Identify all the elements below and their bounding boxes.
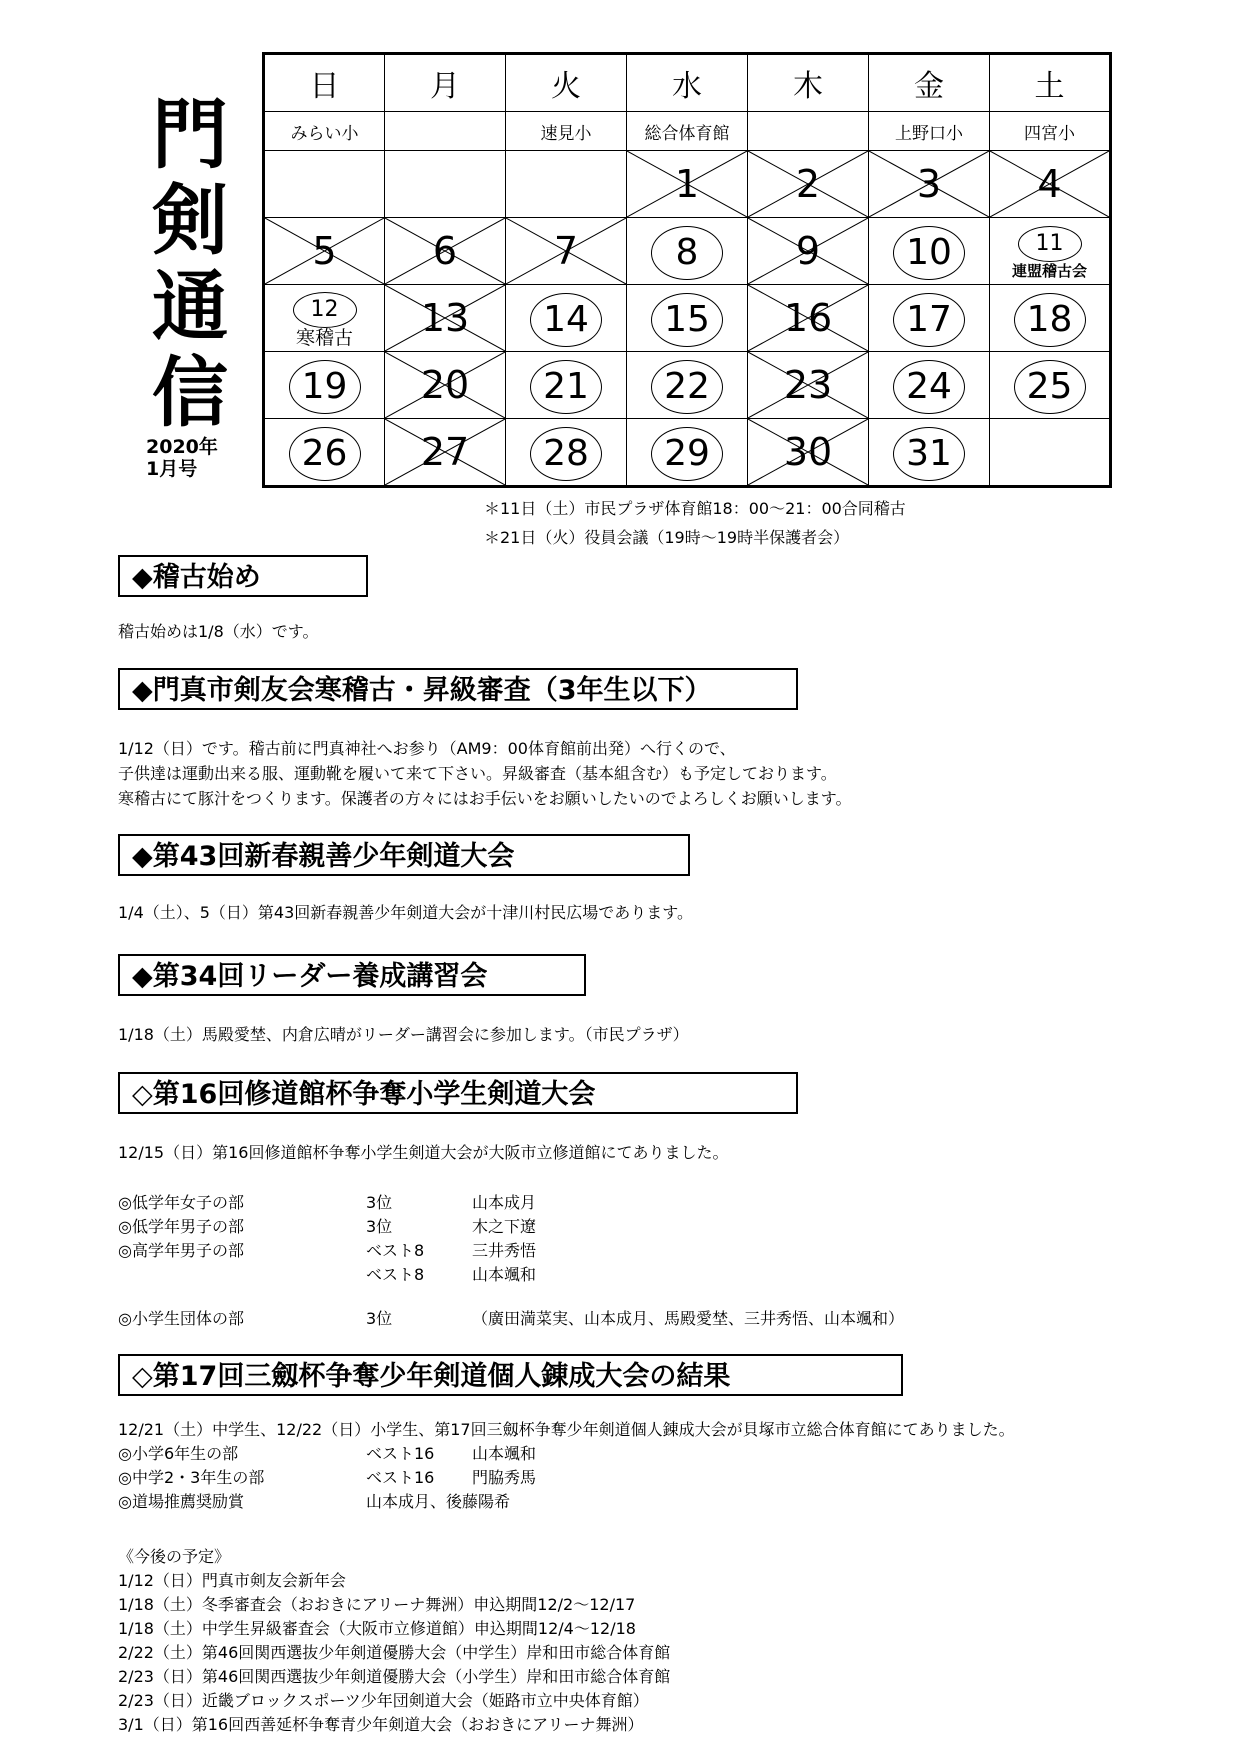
day-number: 31: [893, 427, 965, 481]
day-event-label: 寒稽古: [295, 327, 353, 349]
calendar-week: [264, 151, 1111, 218]
result-rank: ベスト8: [366, 1241, 425, 1260]
result-row: [118, 1466, 1015, 1490]
day-number: 7: [553, 229, 579, 273]
body-line: 1/12（日）です。稽古前に門真神社へお参り（AM9：00体育館前出発）へ行くので、: [118, 739, 736, 758]
calendar-week: [264, 352, 1111, 419]
result-rank: ベスト16: [366, 1444, 435, 1463]
result-row: [118, 1191, 904, 1215]
result-rank: 3位: [366, 1309, 393, 1328]
schedule-item: 2/23（日）近畿ブロックスポーツ少年団剣道大会（姫路市立中央体育館）: [118, 1691, 649, 1710]
section-shudokan-cup: [118, 1072, 904, 1331]
result-rank: 3位: [366, 1193, 393, 1212]
body-line: 稽古始めは1/8（水）です。: [118, 622, 319, 641]
calendar-day: [869, 419, 990, 487]
result-rank: ベスト8: [366, 1265, 425, 1284]
calendar-day: [990, 352, 1111, 419]
day-number: 8: [651, 226, 723, 280]
section-body: [118, 1418, 1015, 1514]
schedule-item: 2/22（土）第46回関西選抜少年剣道優勝大会（中学生）岸和田市総合体育館: [118, 1643, 671, 1662]
day-event-label: 連盟稽古会: [1011, 262, 1087, 280]
day-number: 27: [420, 430, 470, 474]
result-division: ◎道場推薦奨励賞: [118, 1492, 244, 1511]
section-heading: ◆門真市剣友会寒稽古・昇級審査（3年生以下）: [118, 668, 798, 710]
day-number: 2: [795, 162, 821, 206]
calendar-day: [869, 352, 990, 419]
section-heading: ◆第43回新春親善少年剣道大会: [118, 834, 690, 876]
day-number: 6: [432, 229, 458, 273]
body-line: 1/18（土）馬殿愛埜、内倉広晴がリーダー講習会に参加します。（市民プラザ）: [118, 1025, 689, 1044]
calendar-day: [627, 151, 748, 218]
day-number: 11: [1018, 226, 1082, 262]
calendar-day: [748, 285, 869, 352]
calendar-day: [990, 419, 1111, 487]
weekday-header-row: [264, 54, 1111, 112]
body-line: 12/21（土）中学生、12/22（日）小学生、第17回三劔杯争奪少年剣道個人錬成大会が貝塚市立総合体育館にてありました。: [118, 1420, 1015, 1439]
calendar-day: [869, 151, 990, 218]
section-body: [118, 900, 693, 925]
calendar-week: [264, 419, 1111, 487]
result-name: 木之下遼: [472, 1217, 537, 1236]
weekday-header: 日: [264, 54, 385, 112]
day-number: 26: [289, 427, 361, 481]
day-number: 10: [893, 226, 965, 280]
practice-location: 四宮小: [990, 112, 1111, 151]
body-line: 1/4（土）、5（日）第43回新春親善少年剣道大会が十津川村民広場であります。: [118, 903, 694, 922]
calendar-day: [748, 352, 869, 419]
calendar-week: [264, 218, 1111, 285]
result-name: （廣田満菜実、山本成月、馬殿愛埜、三井秀悟、山本颯和）: [472, 1309, 905, 1328]
day-number: 13: [420, 296, 470, 340]
day-number: 28: [530, 427, 602, 481]
results-table: [118, 1191, 904, 1331]
result-row: [118, 1263, 904, 1287]
result-name: 山本颯和: [472, 1444, 537, 1463]
title-char: 剣: [152, 176, 228, 265]
result-division: ◎高学年男子の部: [118, 1241, 244, 1260]
title-char: 通: [152, 262, 228, 351]
result-row: [118, 1239, 904, 1263]
result-name: 山本颯和: [472, 1265, 537, 1284]
title-char: 門: [152, 90, 228, 179]
calendar-day: [748, 218, 869, 285]
result-division: ◎小学6年生の部: [118, 1444, 239, 1463]
title-char: 信: [152, 348, 228, 437]
practice-location: [385, 112, 506, 151]
result-division: ◎低学年女子の部: [118, 1193, 244, 1212]
schedule-item: 1/18（土）中学生昇級審査会（大阪市立修道館）申込期間12/4～12/18: [118, 1619, 636, 1638]
calendar-day: [385, 352, 506, 419]
day-number: 20: [420, 363, 470, 407]
calendar-day: [627, 352, 748, 419]
calendar-day: [506, 218, 627, 285]
day-number: 9: [795, 229, 821, 273]
result-name: 三井秀悟: [472, 1241, 537, 1260]
day-number: 22: [651, 360, 723, 414]
issue-year: 2020年: [146, 436, 218, 458]
schedule-item: 1/18（土）冬季審査会（おおきにアリーナ舞洲）申込期間12/2～12/17: [118, 1595, 636, 1614]
newsletter-title: [150, 92, 230, 436]
result-name: 門脇秀馬: [472, 1468, 537, 1487]
calendar-day: [264, 218, 385, 285]
day-number: 12: [293, 292, 357, 328]
day-number: 16: [783, 296, 833, 340]
weekday-header: 火: [506, 54, 627, 112]
calendar-day: [506, 352, 627, 419]
result-rank: ベスト16: [366, 1468, 435, 1487]
location-row: [264, 112, 1111, 151]
day-number: 15: [651, 293, 723, 347]
calendar-day: [869, 218, 990, 285]
result-division: ◎中学2・3年生の部: [118, 1468, 265, 1487]
day-number: 30: [783, 430, 833, 474]
day-number: 5: [312, 229, 337, 273]
weekday-header: 土: [990, 54, 1111, 112]
schedule-heading: 《今後の予定》: [118, 1547, 231, 1566]
result-rank: 3位: [366, 1217, 393, 1236]
calendar-week: [264, 285, 1111, 352]
calendar-day: [627, 218, 748, 285]
issue-date: [146, 436, 246, 480]
section-body: [118, 1140, 904, 1165]
calendar-day: [264, 352, 385, 419]
day-number: 17: [893, 293, 965, 347]
calendar-day: [506, 285, 627, 352]
calendar-note: ＊11日（土）市民プラザ体育館18：00～21：00合同稽古: [484, 499, 906, 518]
day-number: 24: [893, 360, 965, 414]
practice-location: 速見小: [506, 112, 627, 151]
section-body: [118, 736, 851, 811]
day-number: 3: [916, 162, 942, 206]
calendar-day: [385, 285, 506, 352]
result-row: [118, 1215, 904, 1239]
section-heading: ◆第34回リーダー養成講習会: [118, 954, 586, 996]
weekday-header: 水: [627, 54, 748, 112]
calendar-day: [385, 419, 506, 487]
section-keiko-hajime: [118, 555, 368, 644]
calendar-day: [264, 285, 385, 352]
section-leader-training: [118, 954, 689, 1047]
result-name: 山本成月、後藤陽希: [366, 1492, 511, 1511]
calendar-day: [385, 218, 506, 285]
day-number: 18: [1014, 293, 1086, 347]
practice-location: [748, 112, 869, 151]
day-number: 19: [289, 360, 361, 414]
weekday-header: 金: [869, 54, 990, 112]
calendar-day: [627, 285, 748, 352]
day-number: 23: [783, 363, 833, 407]
result-division: [118, 1263, 366, 1287]
body-line: 12/15（日）第16回修道館杯争奪小学生剣道大会が大阪市立修道館にてありました。: [118, 1143, 729, 1162]
result-division: ◎小学生団体の部: [118, 1309, 244, 1328]
calendar-notes: [484, 494, 906, 552]
schedule-item: 1/12（日）門真市剣友会新年会: [118, 1571, 346, 1590]
section-heading: ◇第17回三劔杯争奪少年剣道個人錬成大会の結果: [118, 1354, 903, 1396]
calendar-day: [385, 151, 506, 218]
schedule-item: 3/1（日）第16回西善延杯争奪青少年剣道大会（おおきにアリーナ舞洲）: [118, 1715, 644, 1734]
calendar: [262, 52, 1112, 488]
section-heading: ◇第16回修道館杯争奪小学生剣道大会: [118, 1072, 798, 1114]
calendar-day: [264, 419, 385, 487]
result-row-team: [118, 1307, 904, 1331]
calendar-note: ＊21日（火）役員会議（19時～19時半保護者会）: [484, 528, 850, 547]
practice-location: みらい小: [264, 112, 385, 151]
section-kan-geiko: [118, 668, 851, 811]
calendar-day: [627, 419, 748, 487]
weekday-header: 木: [748, 54, 869, 112]
section-body: [118, 619, 368, 644]
section-sanken-cup: [118, 1354, 1015, 1514]
upcoming-schedule: [118, 1545, 670, 1737]
result-name: 山本成月: [472, 1193, 537, 1212]
result-row: [118, 1490, 1015, 1514]
section-body: [118, 1022, 689, 1047]
calendar-day: [506, 151, 627, 218]
day-number: 21: [530, 360, 602, 414]
result-division: ◎低学年男子の部: [118, 1217, 244, 1236]
schedule-item: 2/23（日）第46回関西選抜少年剣道優勝大会（小学生）岸和田市総合体育館: [118, 1667, 671, 1686]
calendar-day: [506, 419, 627, 487]
section-shinshun-taikai: [118, 834, 693, 925]
practice-location: 上野口小: [869, 112, 990, 151]
calendar-day: [748, 151, 869, 218]
weekday-header: 月: [385, 54, 506, 112]
body-line: 子供達は運動出来る服、運動靴を履いて来て下さい。昇級審査（基本組含む）も予定しております。: [118, 764, 837, 783]
calendar-day: [748, 419, 869, 487]
calendar-day: [869, 285, 990, 352]
result-row: [118, 1442, 1015, 1466]
day-number: 29: [651, 427, 723, 481]
body-line: 寒稽古にて豚汁をつくります。保護者の方々にはお手伝いをお願いしたいのでよろしくお願いします。: [118, 789, 852, 808]
calendar-day: [264, 151, 385, 218]
practice-location: 総合体育館: [627, 112, 748, 151]
day-number: 4: [1037, 162, 1062, 206]
calendar-day: [990, 151, 1111, 218]
section-heading: ◆稽古始め: [118, 555, 368, 597]
issue-month: 1月号: [146, 458, 198, 480]
day-number: 1: [674, 162, 700, 206]
day-number: 14: [530, 293, 602, 347]
day-number: 25: [1014, 360, 1086, 414]
calendar-day: [990, 218, 1111, 285]
calendar-day: [990, 285, 1111, 352]
